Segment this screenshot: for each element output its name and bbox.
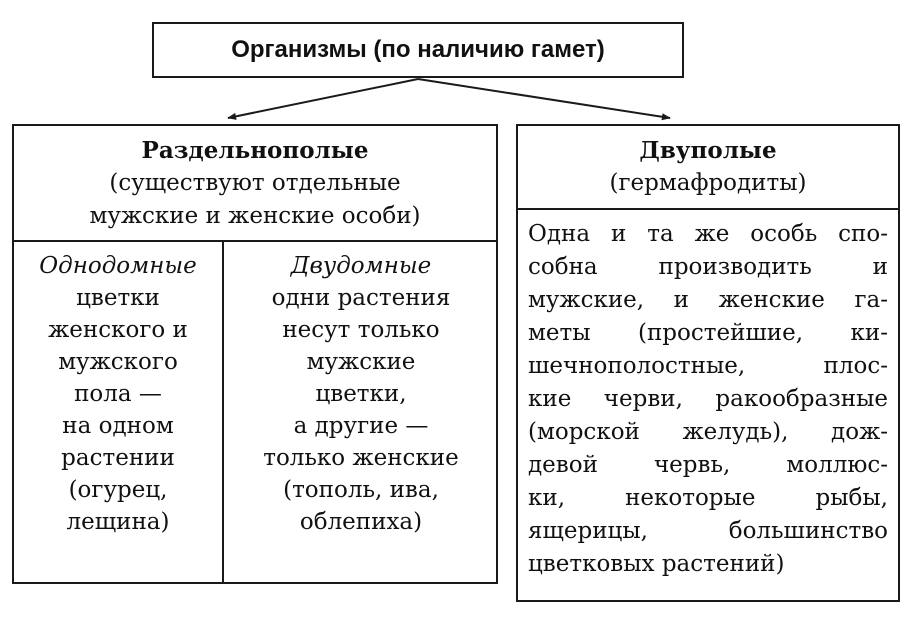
arrow-to-hermaphrodite [418, 79, 670, 118]
two-house-title: Двудомные [290, 253, 432, 279]
hermaphrodite-node [516, 124, 900, 602]
hermaphrodite-line: мужские, и женские га- [528, 287, 888, 313]
two-house-line: мужские [306, 349, 416, 375]
root-title: Организмы (по наличию гамет) [231, 36, 605, 63]
hermaphrodite-line: (морской желудь), дож- [528, 419, 888, 445]
hermaphrodite-line: кие черви, ракообразные [528, 386, 888, 412]
monoecious-title: Однодомные [39, 253, 197, 279]
hermaphrodite-line: Одна и та же особь спо- [528, 221, 888, 247]
monoecious-line: пола — [74, 381, 162, 407]
arrow-to-dioecious [228, 79, 418, 118]
monoecious-line: (огурец, [68, 477, 168, 503]
two-house-line: несут только [282, 317, 440, 343]
hermaphrodite-title: Двуполые [639, 137, 777, 164]
two-house-line: (тополь, ива, [283, 477, 439, 503]
dioecious-divider [14, 240, 496, 242]
monoecious-line: женского и [48, 317, 188, 343]
dioecious-subtitle-line: мужские и женские особи) [89, 203, 421, 229]
hermaphrodite-line: собна производить и [528, 254, 888, 280]
hermaphrodite-header [518, 134, 898, 200]
monoecious-line: цветки [76, 285, 160, 311]
root-node [152, 22, 684, 78]
dioecious-node [12, 124, 498, 584]
dioecious-header [14, 134, 496, 233]
hermaphrodite-subtitle: (гермафродиты) [609, 170, 807, 196]
monoecious-line: растении [61, 445, 175, 471]
monoecious-line: на одном [62, 413, 174, 439]
hermaphrodite-line: ящерицы, большинство [528, 518, 888, 544]
two-house-column [224, 250, 498, 538]
monoecious-line: лещина) [66, 509, 170, 535]
monoecious-column [14, 250, 222, 538]
two-house-line: цветки, [315, 381, 407, 407]
two-house-line: а другие — [293, 413, 429, 439]
hermaphrodite-line: цветковых растений) [528, 551, 785, 577]
hermaphrodite-description [528, 218, 888, 581]
two-house-line: одни растения [271, 285, 451, 311]
two-house-line: только женские [263, 445, 459, 471]
dioecious-title: Раздельнополые [141, 137, 369, 164]
hermaphrodite-line: шечнополостные, плос- [528, 353, 888, 379]
monoecious-line: мужского [58, 349, 178, 375]
dioecious-subtitle-line: (существуют отдельные [109, 170, 401, 196]
two-house-line: облепиха) [299, 509, 423, 535]
hermaphrodite-line: меты (простейшие, ки- [528, 320, 888, 346]
hermaphrodite-line: девой червь, моллюс- [528, 452, 888, 478]
hermaphrodite-divider [518, 208, 898, 210]
hermaphrodite-line: ки, некоторые рыбы, [528, 485, 888, 511]
